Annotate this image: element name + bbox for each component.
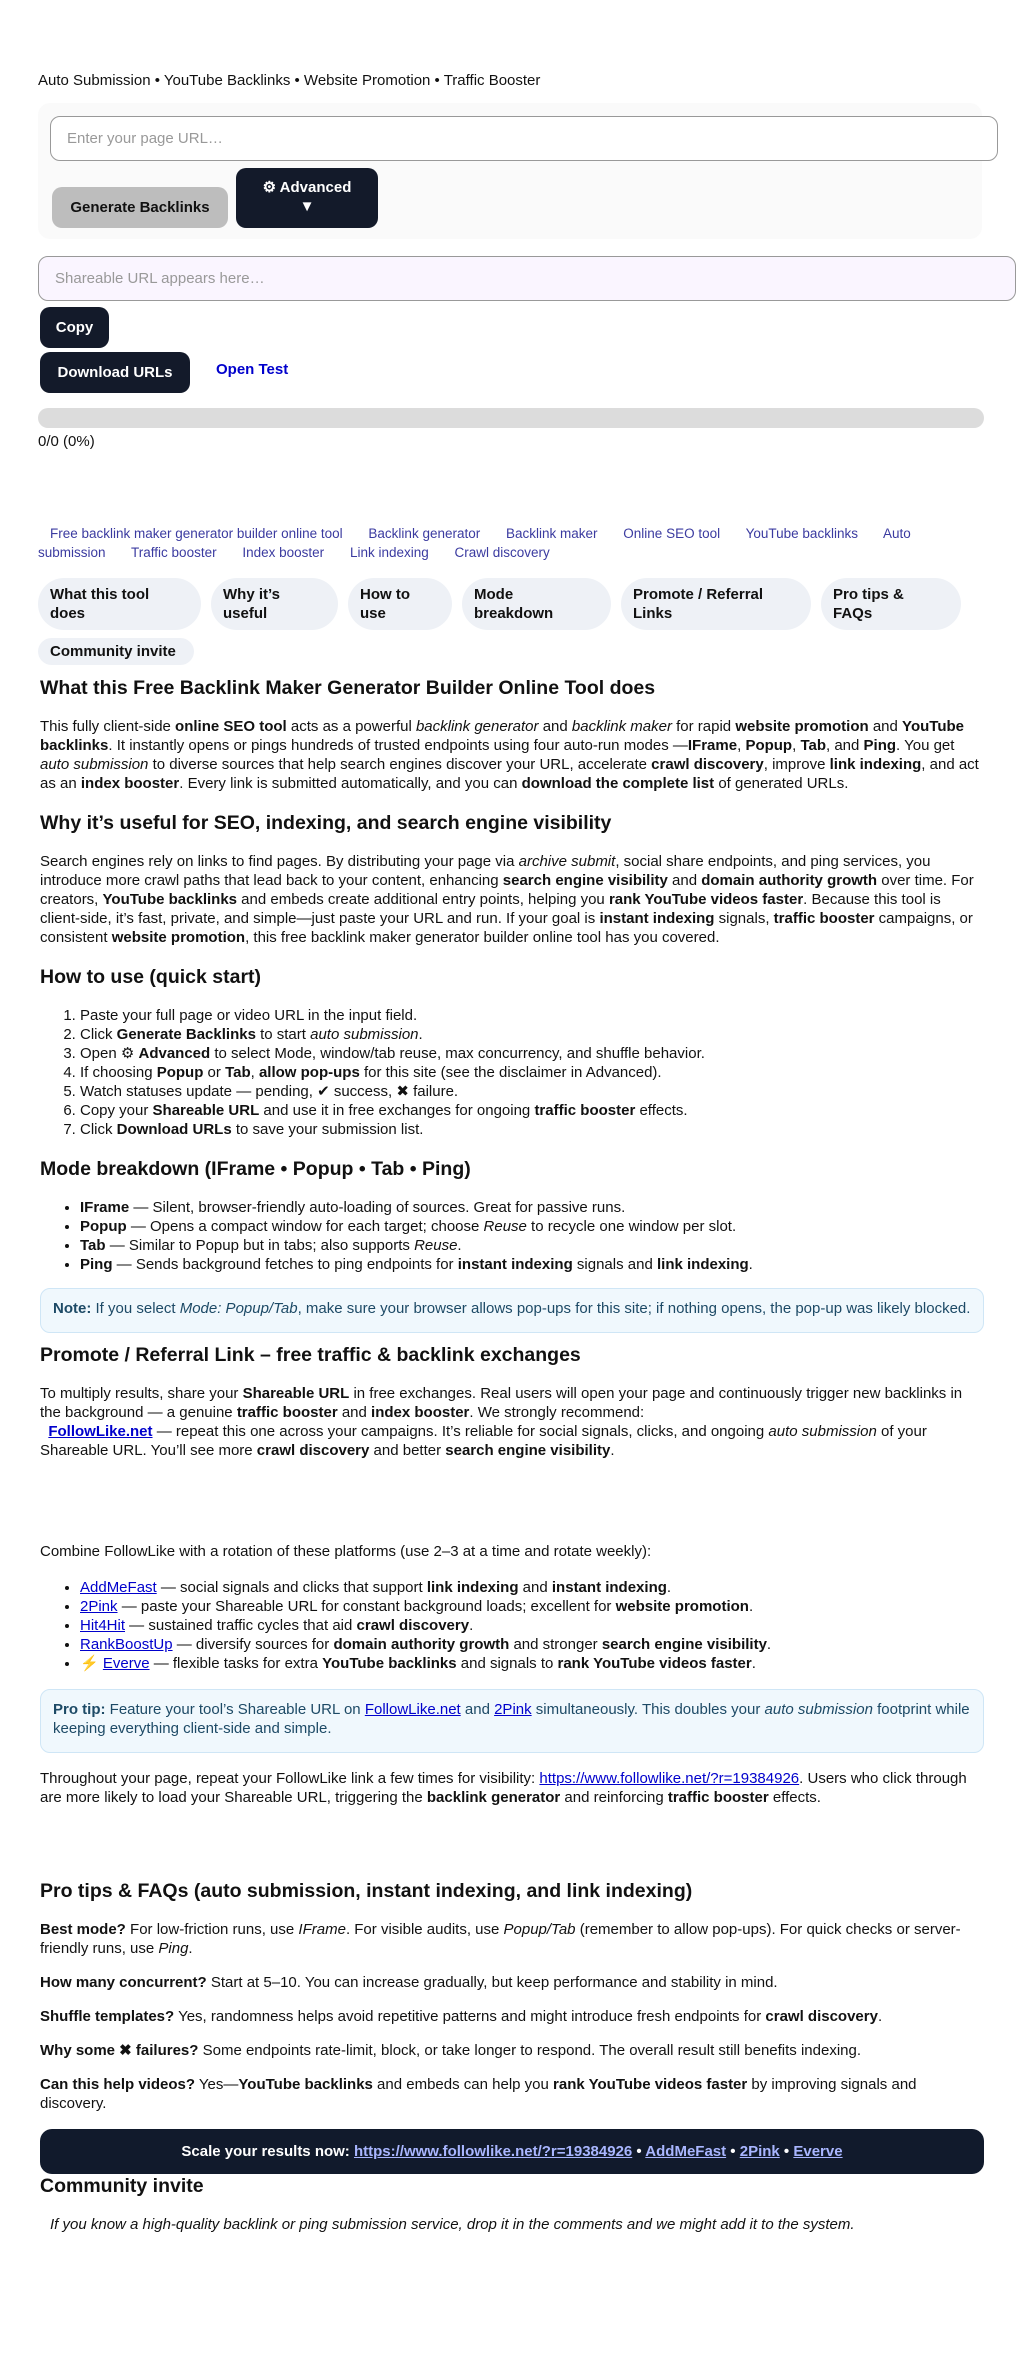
hit4hit-link[interactable]: Hit4Hit [80, 1617, 126, 1634]
followlike-referral-link[interactable]: https://www.followlike.net/?r=19384926 [539, 1770, 800, 1787]
cta-everve-link[interactable]: Everve [793, 2143, 843, 2160]
cta-followlike-link[interactable]: https://www.followlike.net/?r=19384926 [353, 2143, 633, 2160]
section-title-how: How to use (quick start) [40, 966, 262, 988]
why-paragraph: Search engines rely on links to find pages. By distributing your page via archive submit, social share endpoints, and ping services, you introduce more crawl paths that lead back to your content, enhancing search engine visibility and domain authority growth over time. For creators, YouTube backlinks and embeds create additional entry points, helping you rank YouTube videos faster. Because this tool is client-side, it’s fast, private, and simple—just paste your URL and run. If your goal is instant indexing signals, traffic booster campaigns, or consistent website promotion, this free backlink maker generator builder online tool has you covered. [40, 853, 974, 946]
quick-start-steps [40, 1006, 984, 1139]
lightning-icon: ⚡ [80, 1655, 103, 1672]
advanced-toggle-button[interactable] [236, 168, 378, 228]
nav-chip-how[interactable]: How to use [348, 578, 452, 630]
chevron-down-icon: ▼ [299, 198, 315, 215]
platform-item: • RankBoostUp — diversify sources for domain authority growth and stronger search engine visibility. [80, 1635, 984, 1654]
step-item: 3. Open ⚙ Advanced to select Mode, window/tab reuse, max concurrency, and shuffle behavior. [80, 1044, 984, 1063]
tag: Traffic booster [131, 545, 217, 560]
nav-chip-what[interactable]: What this tool does [38, 578, 201, 630]
cta-addmefast-link[interactable]: AddMeFast [645, 2143, 727, 2160]
page-url-input[interactable] [50, 116, 998, 161]
step-item: 5. Watch statuses update — pending, ✔ success, ✖ failure. [80, 1082, 984, 1101]
copy-button[interactable]: Copy [40, 307, 109, 348]
progress-bar [38, 408, 984, 428]
tag: Backlink maker [506, 526, 598, 541]
step-item: 6. Copy your Shareable URL and use it in free exchanges for ongoing traffic booster effects. [80, 1101, 984, 1120]
tag: Backlink generator [368, 526, 481, 541]
addmefast-link[interactable]: AddMeFast [80, 1579, 157, 1596]
nav-chip-modes[interactable]: Mode breakdown [462, 578, 611, 630]
followlike-visibility-paragraph: Throughout your page, repeat your FollowLike link a few times for visibility: https://www.followlike.net/?r=19384926. Users who click through are more likely to load your Shareable URL, triggering the backlink generator and reinforcing traffic booster effects. [40, 1770, 967, 1806]
shareable-url-input[interactable] [38, 256, 1016, 301]
mode-item: • IFrame — Silent, browser-friendly auto-loading of sources. Great for passive runs. [80, 1198, 984, 1217]
tag: Auto submission [38, 526, 911, 560]
section-title-faq: Pro tips & FAQs (auto submission, instant indexing, and link indexing) [40, 1880, 693, 1902]
what-paragraph: This fully client-side online SEO tool acts as a powerful backlink generator and backlink maker for rapid website promotion and YouTube backlinks. It instantly opens or pings hundreds of trusted endpoints using four auto-run modes —IFrame, Popup, Tab, and Ping. You get auto submission to diverse sources that help search engines discover your URL, accelerate crawl discovery, improve link indexing, and act as an index booster. Every link is submitted automatically, and you can download the complete list of generated URLs. [40, 718, 979, 792]
platform-list [40, 1578, 984, 1673]
tagline: Auto Submission • YouTube Backlinks • Website Promotion • Traffic Booster [38, 72, 541, 89]
platform-item: • AddMeFast — social signals and clicks that support link indexing and instant indexing. [80, 1578, 984, 1597]
generate-backlinks-button[interactable]: Generate Backlinks [52, 187, 228, 228]
step-item: 4. If choosing Popup or Tab, allow pop-ups for this site (see the disclaimer in Advanced). [80, 1063, 984, 1082]
popup-note: Note: If you select Mode: Popup/Tab, make sure your browser allows pop-ups for this site; if nothing opens, the pop-up was likely blocked. [40, 1288, 984, 1333]
everve-link[interactable]: Everve [102, 1655, 150, 1672]
article [40, 676, 984, 2234]
platform-item: • 2Pink — paste your Shareable URL for constant background loads; excellent for website promotion. [80, 1597, 984, 1616]
section-title-why: Why it’s useful for SEO, indexing, and search engine visibility [40, 812, 612, 834]
section-title-what: What this Free Backlink Maker Generator Builder Online Tool does [40, 677, 656, 699]
mode-item: • Ping — Sends background fetches to ping endpoints for instant indexing signals and link indexing. [80, 1255, 984, 1274]
nav-chip-promote[interactable]: Promote / Referral Links [621, 578, 811, 630]
promote-paragraph: To multiply results, share your Shareable URL in free exchanges. Real users will open your page and continuously trigger new backlinks in the background — a genuine traffic booster and index booster. We strongly recommend: FollowLike.net — repeat this one across your campaigns. It’s reliable for social signals, clicks, and ongoing auto submission of your Shareable URL. You’ll see more crawl discovery and better search engine visibility. [40, 1385, 963, 1459]
step-item: 1. Paste your full page or video URL in the input field. [80, 1006, 984, 1025]
section-title-promote: Promote / Referral Link – free traffic & backlink exchanges [40, 1344, 581, 1366]
pro-tip-box: Pro tip: Feature your tool’s Shareable URL on FollowLike.net and 2Pink simultaneously. This doubles your auto submission footprint while keeping everything client-side and simple. [40, 1689, 984, 1753]
tag: YouTube backlinks [745, 526, 858, 541]
tag: Index booster [242, 545, 325, 560]
tag: Link indexing [349, 545, 429, 560]
followlike-link[interactable]: FollowLike.net [364, 1701, 461, 1718]
advanced-label: ⚙ Advanced [262, 179, 352, 197]
mode-item: • Tab — Similar to Popup but in tabs; also supports Reuse. [80, 1236, 984, 1255]
tag: Online SEO tool [623, 526, 721, 541]
section-title-modes: Mode breakdown (IFrame • Popup • Tab • Ping) [40, 1158, 471, 1180]
followlike-link[interactable]: FollowLike.net [48, 1423, 153, 1440]
combine-text: Combine FollowLike with a rotation of these platforms (use 2–3 at a time and rotate weekly): [40, 1543, 652, 1560]
section-title-community: Community invite [40, 2175, 204, 2197]
faq-videos: Can this help videos? Yes—YouTube backlinks and embeds can help you rank YouTube videos faster by improving signals and discovery. [40, 2076, 917, 2112]
progress-text: 0/0 (0%) [38, 433, 95, 450]
step-item: 2. Click Generate Backlinks to start auto submission. [80, 1025, 984, 1044]
faq-failures: Why some ✖ failures? Some endpoints rate-limit, block, or take longer to respond. The overall result still benefits indexing. [40, 2042, 862, 2059]
open-test-link[interactable]: Open Test [216, 361, 289, 378]
tag: Crawl discovery [454, 545, 550, 560]
platform-item: • Hit4Hit — sustained traffic cycles that aid crawl discovery. [80, 1616, 984, 1635]
tag: Free backlink maker generator builder online tool [50, 526, 343, 541]
cta-banner: Scale your results now: https://www.followlike.net/?r=19384926 • AddMeFast • 2Pink • Everve [40, 2129, 984, 2174]
keyword-tags [38, 524, 978, 562]
faq-best-mode: Best mode? For low-friction runs, use IFrame. For visible audits, use Popup/Tab (remember to allow pop-ups). For quick checks or server-friendly runs, use Ping. [40, 1921, 961, 1957]
nav-chip-community[interactable]: Community invite [38, 638, 194, 665]
community-invite-text: If you know a high-quality backlink or ping submission service, drop it in the comments and we might add it to the system. [50, 2216, 855, 2233]
platform-item: • ⚡ Everve — flexible tasks for extra YouTube backlinks and signals to rank YouTube videos faster. [80, 1654, 984, 1673]
2pink-link[interactable]: 2Pink [494, 1701, 532, 1718]
section-nav [38, 578, 998, 665]
cta-2pink-link[interactable]: 2Pink [739, 2143, 780, 2160]
step-item: 7. Click Download URLs to save your submission list. [80, 1120, 984, 1139]
faq-concurrency: How many concurrent? Start at 5–10. You can increase gradually, but keep performance and stability in mind. [40, 1974, 778, 1991]
faq-shuffle: Shuffle templates? Yes, randomness helps avoid repetitive patterns and might introduce fresh endpoints for crawl discovery. [40, 2008, 883, 2025]
mode-item: • Popup — Opens a compact window for each target; choose Reuse to recycle one window per slot. [80, 1217, 984, 1236]
nav-chip-why[interactable]: Why it’s useful [211, 578, 338, 630]
rankboostup-link[interactable]: RankBoostUp [80, 1636, 173, 1653]
download-urls-button[interactable]: Download URLs [40, 352, 190, 393]
nav-chip-faq[interactable]: Pro tips & FAQs [821, 578, 961, 630]
2pink-link[interactable]: 2Pink [80, 1598, 118, 1615]
mode-list [40, 1198, 984, 1274]
